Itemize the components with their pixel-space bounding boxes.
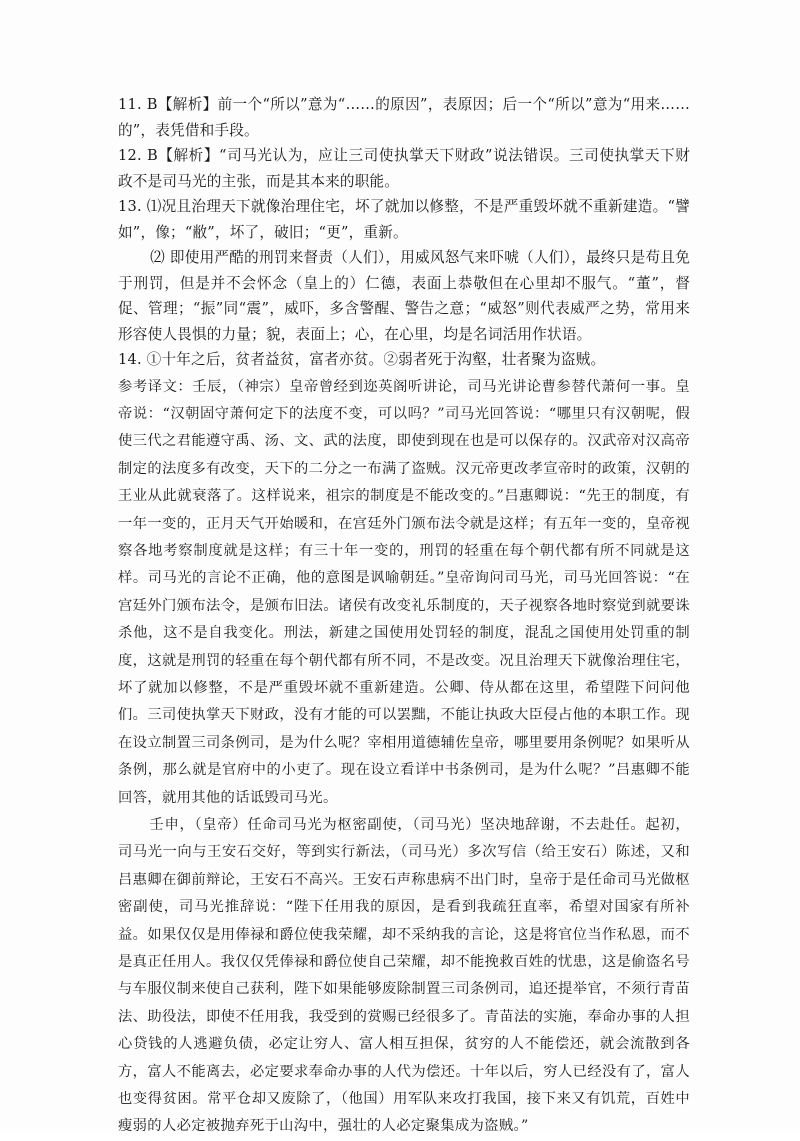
translation-paragraph-1: 参考译文：壬辰，（神宗）皇帝曾经到迩英阁听讲论，司马光讲论曹参替代萧何一事。皇帝说：“汉朝固守萧何定下的法度不变，可以吗？”司马光回答说：“哪里只有汉朝呢，假使三代之君能遵守禹、汤、文、武的法度，即使到现在也是可以保存的。汉武帝对汉高帝制定的法度多有改变，天下的二分之一布满了盗贼。汉元帝更改孝宣帝时的政策，汉朝的王业从此就衰落了。这样说来，祖宗的制度是不能改变的。”吕惠卿说：“先王的制度，有一年一变的，正月天气开始暖和，在宫廷外门颁布法令就是这样；有五年一变的，皇帝视察各地考察制度就是这样；有三十年一变的，刑罚的轻重在每个朝代都有所不同就是这样。司马光的言论不正确，他的意图是讽喻朝廷。”皇帝询问司马光，司马光回答说：“在宫廷外门颁布法令，是颁布旧法。诸侯有改变礼乐制度的，天子视察各地时察觉到就要诛杀他，这不是自我变化。刑法，新建之国使用处罚轻的制度，混乱之国使用处罚重的制度，这就是刑罚的轻重在每个朝代都有所不同，不是改变。况且治理天下就像治理住宅，坏了就加以修整，不是严重毁坏就不重新建造。公卿、侍从都在这里，希望陛下问问他们。三司使执掌天下财政，没有才能的可以罢黜，不能让执政大臣侵占他的本职工作。现在设立制置三司条例司，是为什么呢？宰相用道德辅佐皇帝，哪里要用条例呢？如果听从条例，那么就是官府中的小吏了。现在设立看详中书条例司，是为什么呢？”吕惠卿不能回答，就用其他的话诋毁司马光。 xyxy=(118,378,690,806)
answer-13-part-1: 13. ⑴况且治理天下就像治理住宅，坏了就加以修整，不是严重毁坏就不重新建造。“譬如”，像；“敝”，坏了，破旧；“更”，重新。 xyxy=(118,198,690,241)
translation-paragraph-2: 壬申，（皇帝）任命司马光为枢密副使，（司马光）坚决地辞谢，不去赴任。起初，司马光一向与王安石交好，等到实行新法，（司马光）多次写信（给王安石）陈述，又和吕惠卿在御前辩论，王安石不高兴。王安石声称患病不出门时，皇帝于是任命司马光做枢密副使，司马光推辞说：“陛下任用我的原因，是看到我疏狂直率，希望对国家有所补益。如果仅仅是用俸禄和爵位使我荣耀，却不采纳我的言论，这是将官位当作私恩，而不是真正任用人。我仅仅凭俸禄和爵位使自己荣耀，却不能挽救百姓的忧患，这是偷盗名号与车服仪制来使自己获利，陛下如果能够废除制置三司条例司，追还提举官，不须行青苗法、助役法，即使不任用我，我受到的赏赐已经很多了。青苗法的实施，奉命办事的人担心贷钱的人逃避负债，必定让穷人、富人相互担保，贫穷的人不能偿还，就会流散到各方，富人不能离去，必定要求奉命办事的人代为偿还。十年以后，穷人已经没有了，富人也变得贫困。常平仓却又废除了，（他国）用军队来攻打我国，接下来又有饥荒，百姓中瘦弱的人必定被抛弃死于山沟中，强壮的人必定聚集成为盗贼。” xyxy=(118,817,690,1135)
answer-13-part-2: ⑵ 即使用严酷的刑罚来督责（人们），用威风怒气来吓唬（人们），最终只是苟且免于刑罚，但是并不会怀念（皇上的）仁德，表面上恭敬但在心里却不服气。“董”，督促、管理；“振”同“震”，威吓，多含警醒、警告之意；“威怒”则代表威严之势，常用来形容使人畏惧的力量；貌，表面上；心，在心里，均是名词活用作状语。 xyxy=(118,249,690,343)
reference-translation xyxy=(118,374,690,1141)
answer-14: 14. ①十年之后，贫者益贫，富者亦贫。②弱者死于沟壑，壮者聚为盗贼。 xyxy=(118,351,606,368)
answer-11: 11. B【解析】前一个“所以”意为“……的原因”，表原因；后一个“所以”意为“用来……的”，表凭借和手段。 xyxy=(118,96,690,139)
answer-content xyxy=(118,92,690,1141)
answer-12: 12. B【解析】“司马光认为，应让三司使执掌天下财政”说法错误。三司使执掌天下财政不是司马光的主张，而是其本来的职能。 xyxy=(118,147,690,190)
